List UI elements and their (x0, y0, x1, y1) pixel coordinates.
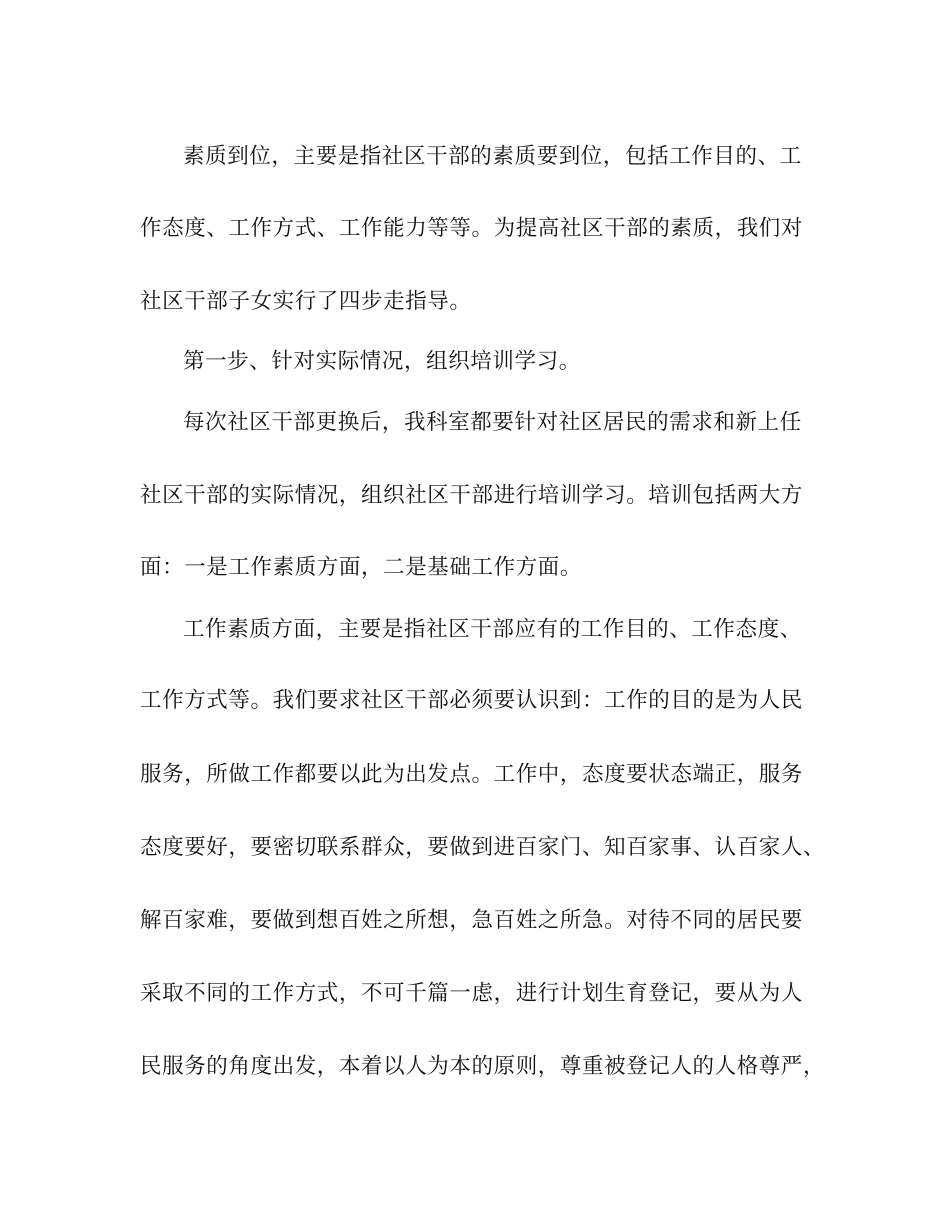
text-line (0, 1050, 950, 1084)
text-line (0, 212, 950, 246)
paragraph-text: 采取不同的工作方式，不可千篇一虑，进行计划生育登记，要从为人 (140, 981, 804, 1006)
paragraph-text: 社区干部子女实行了四步走指导。 (140, 289, 472, 314)
text-line (0, 977, 950, 1011)
text-line (0, 285, 950, 319)
paragraph-text: 工作方式等。我们要求社区干部必须要认识到：工作的目的是为人民 (140, 688, 804, 713)
text-line (0, 551, 950, 585)
text-line (0, 345, 950, 379)
text-line (0, 406, 950, 440)
text-line (0, 479, 950, 513)
paragraph-text: 工作素质方面，主要是指社区干部应有的工作目的、工作态度、 (183, 617, 802, 642)
paragraph-text: 态度要好，要密切联系群众，要做到进百家门、知百家事、认百家人、 (140, 835, 826, 860)
paragraph-text: 民服务的角度出发，本着以人为本的原则，尊重被登记人的人格尊严， (140, 1054, 826, 1079)
text-line (0, 684, 950, 718)
paragraph-text: 素质到位，主要是指社区干部的素质要到位，包括工作目的、工 (183, 144, 802, 169)
paragraph-text: 服务，所做工作都要以此为出发点。工作中，态度要状态端正，服务 (140, 762, 804, 787)
text-line (0, 758, 950, 792)
paragraph-text: 面：一是工作素质方面，二是基础工作方面。 (140, 555, 583, 580)
paragraph-text: 社区干部的实际情况，组织社区干部进行培训学习。培训包括两大方 (140, 483, 804, 508)
text-line (0, 831, 950, 865)
text-line (0, 613, 950, 647)
paragraph-text: 每次社区干部更换后，我科室都要针对社区居民的需求和新上任 (183, 410, 802, 435)
text-line (0, 140, 950, 174)
text-line (0, 904, 950, 938)
paragraph-text: 解百家难，要做到想百姓之所想，急百姓之所急。对待不同的居民要 (140, 908, 804, 933)
paragraph-text: 第一步、针对实际情况，组织培训学习。 (183, 349, 581, 374)
paragraph-text: 作态度、工作方式、工作能力等等。为提高社区干部的素质，我们对 (140, 216, 804, 241)
